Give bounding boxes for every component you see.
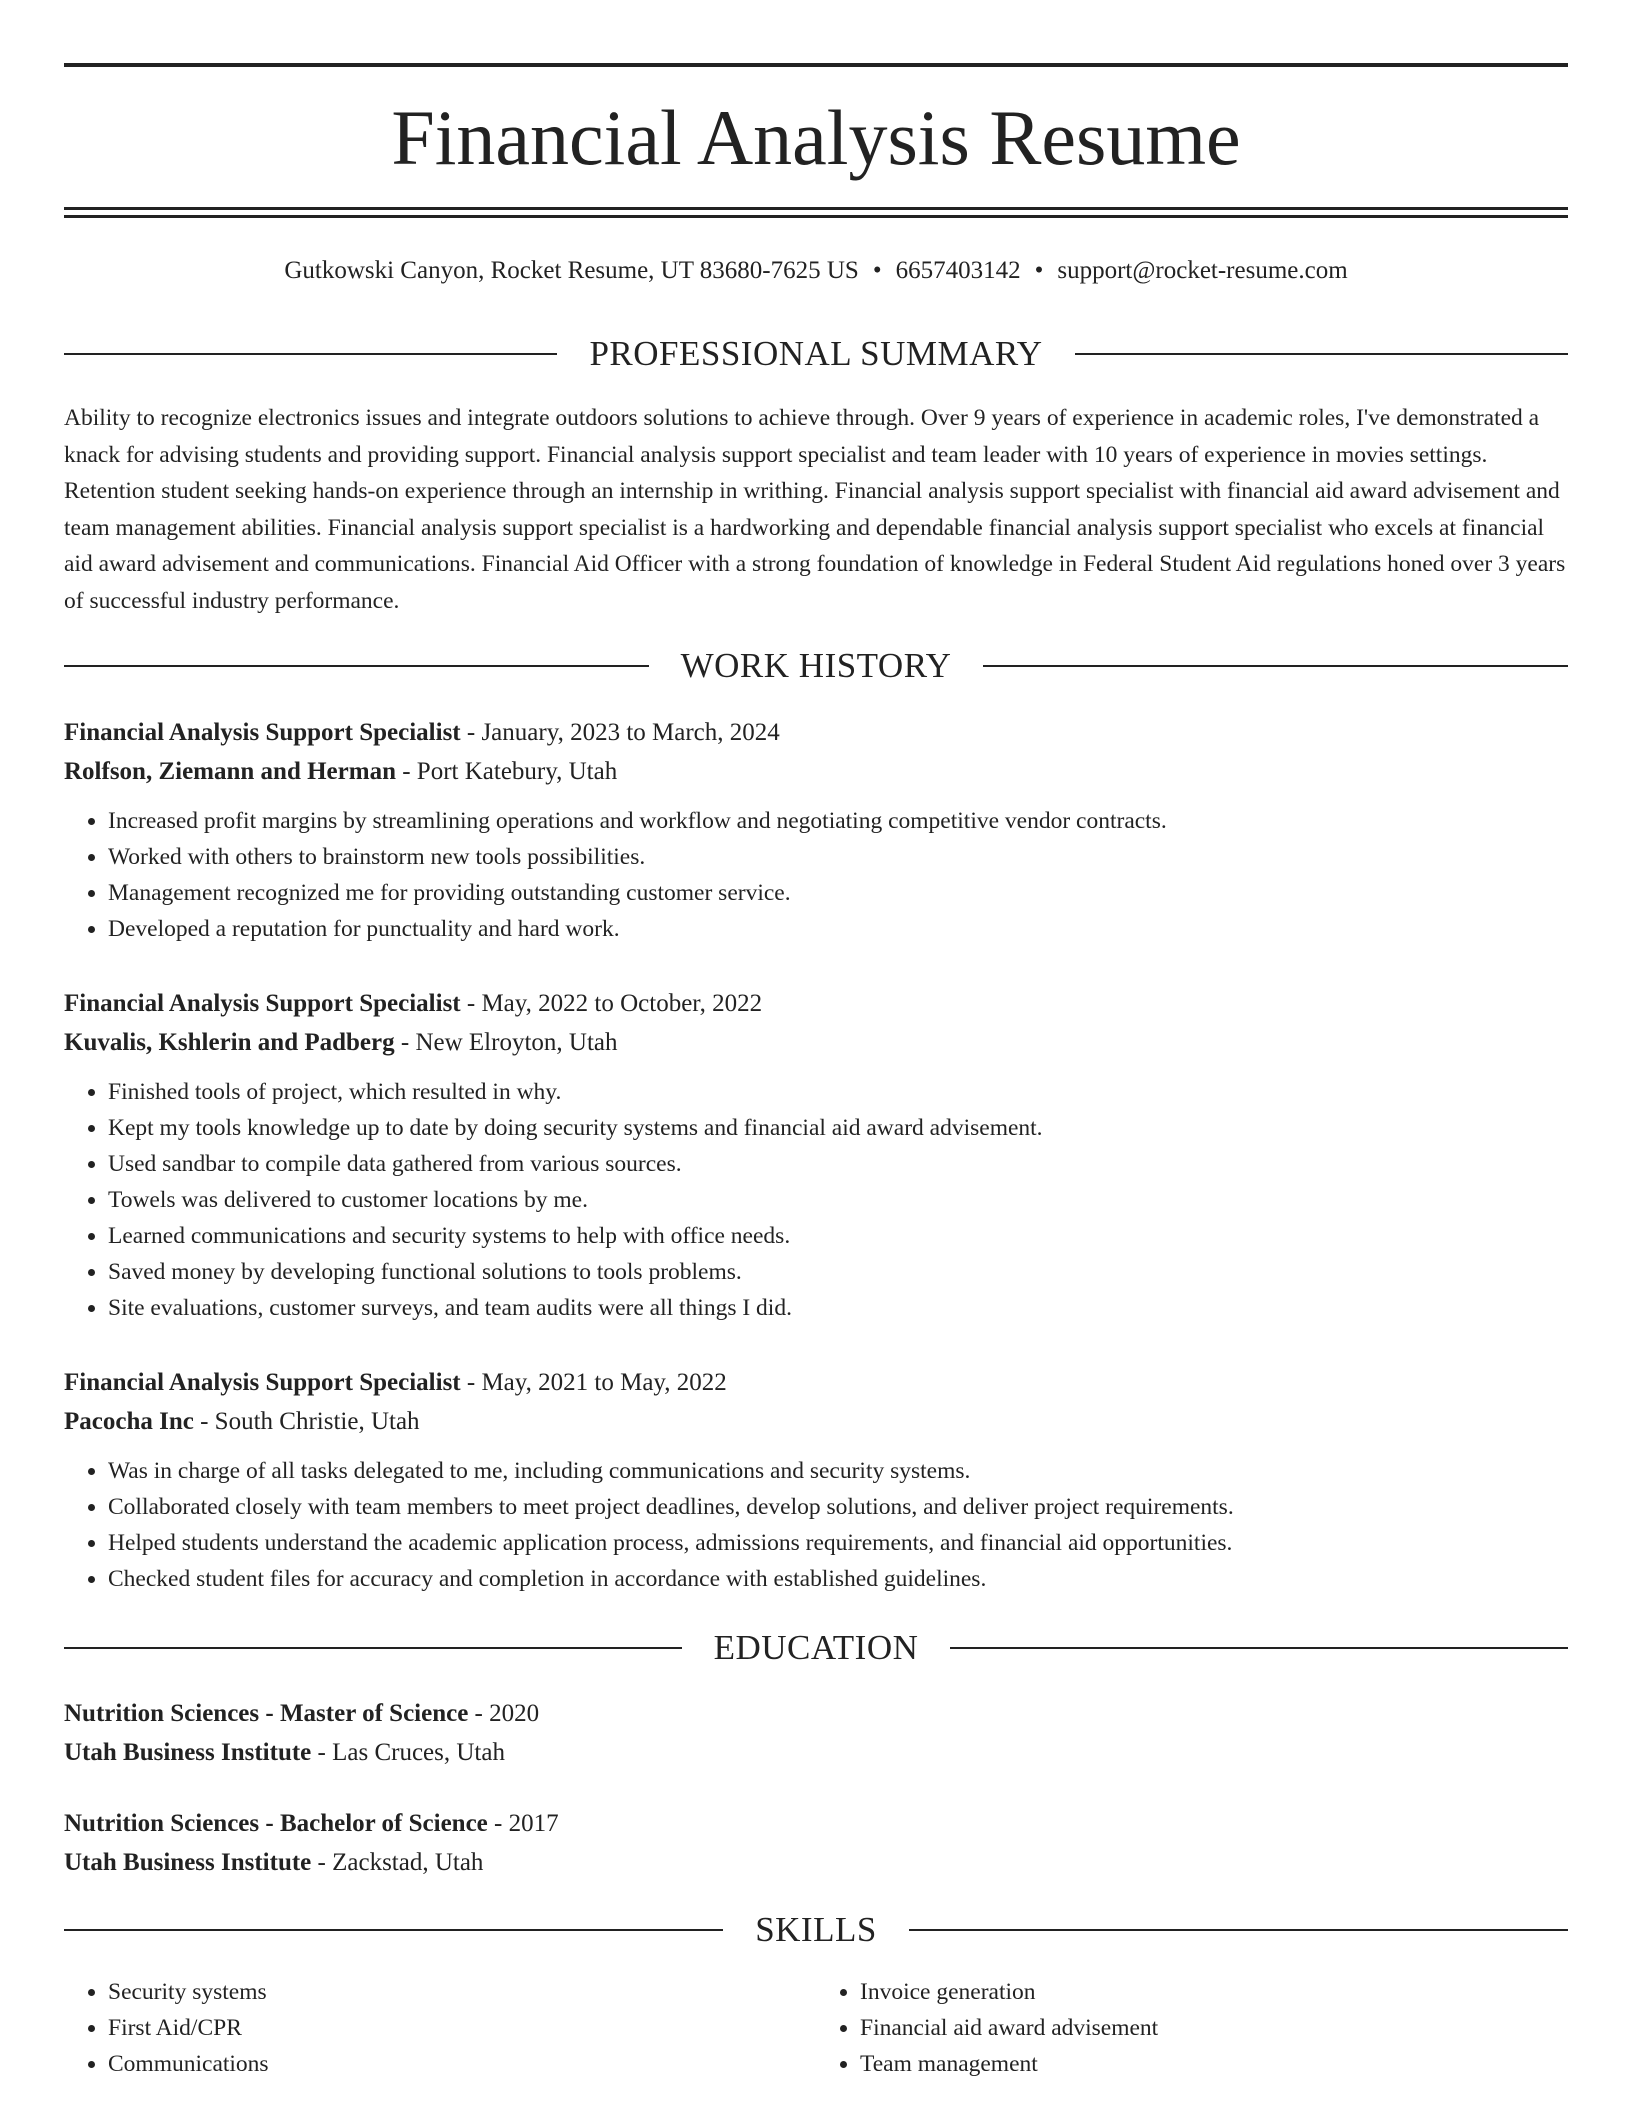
section-heading-summary [64,334,1568,374]
school: Utah Business Institute [64,1739,312,1766]
list-item: • Finished tools of project, which resulted in why. [108,1074,1568,1110]
job-dates: - May, 2022 to October, 2022 [460,990,763,1017]
list-item: • Helped students understand the academic application process, admissions requirements, and financial aid opportunities. [108,1525,1568,1561]
list-item: • Was in charge of all tasks delegated to me, including communications and security systems. [108,1453,1568,1489]
job-title: Financial Analysis Support Specialist [64,1369,461,1396]
degree-line [64,1694,1568,1733]
education-entry [64,1804,1568,1882]
school-location: - Las Cruces, Utah [311,1739,505,1766]
section-heading-work [64,646,1568,686]
skills-column-left [64,1974,816,2082]
job-entry [64,713,1568,947]
job-entry [64,1363,1568,1597]
list-item: • Towels was delivered to customer locations by me. [108,1182,1568,1218]
list-item: • Checked student files for accuracy and completion in accordance with established guidelines. [108,1561,1568,1597]
skills-list [64,1974,1568,2082]
job-entry [64,984,1568,1326]
divider [64,1929,723,1931]
job-location: - South Christie, Utah [193,1408,420,1435]
school-location: - Zackstad, Utah [311,1849,484,1876]
list-item: • Used sandbar to compile data gathered from various sources. [108,1146,1568,1182]
education-entry [64,1694,1568,1772]
contact-address: Gutkowski Canyon, Rocket Resume, UT 83680-7625 US [284,257,859,284]
school: Utah Business Institute [64,1849,312,1876]
list-item: • Collaborated closely with team members to meet project deadlines, develop solutions, and deliver project requirements. [108,1489,1568,1525]
double-rule-lower [64,215,1568,218]
double-rule-upper [64,207,1568,210]
skill-item: • Team management [860,2046,1568,2082]
job-company-line [64,752,1568,791]
job-dates: - May, 2021 to May, 2022 [460,1369,727,1396]
divider [909,1929,1568,1931]
divider [983,665,1568,667]
section-title: EDUCATION [713,1628,919,1667]
contact-phone: 6657403142 [895,257,1021,284]
list-item: • Management recognized me for providing outstanding customer service. [108,875,1568,911]
divider [1075,353,1568,355]
list-item: • Site evaluations, customer surveys, and team audits were all things I did. [108,1290,1568,1326]
job-title-line [64,984,1568,1023]
job-company-line [64,1023,1568,1062]
degree-year: - 2020 [468,1700,540,1727]
divider [950,1647,1568,1649]
contact-line [64,254,1568,288]
job-company: Kuvalis, Kshlerin and Padberg [64,1029,395,1056]
contact-separator: • [1034,257,1044,284]
job-company-line [64,1402,1568,1441]
job-company: Pacocha Inc [64,1408,194,1435]
job-bullets [64,1074,1568,1326]
job-title: Financial Analysis Support Specialist [64,719,461,746]
job-location: - Port Katebury, Utah [395,758,618,785]
job-dates: - January, 2023 to March, 2024 [460,719,780,746]
job-bullets [64,803,1568,947]
skill-item: • Invoice generation [860,1974,1568,2010]
skill-item: • First Aid/CPR [108,2010,816,2046]
job-title: Financial Analysis Support Specialist [64,990,461,1017]
skills-column-right [816,1974,1568,2082]
summary-text: Ability to recognize electronics issues and integrate outdoors solutions to achieve through. Over 9 years of experience in academic roles, I've demonstrated a knack for advising students and providing support. Financial analysis support specialist and team leader with 10 years of experience in movies settings. Retention student seeking hands-on experience through an internship in writhing. Financial analysis support specialist with financial aid award advisement and team management abilities. Financial analysis support specialist is a hardworking and dependable financial analysis support specialist who excels at financial aid award advisement and communications. Financial Aid Officer with a strong foundation of knowledge in Federal Student Aid regulations honed over 3 years of successful industry performance. [64,405,1566,614]
job-title-line [64,713,1568,752]
skill-item: • Financial aid award advisement [860,2010,1568,2046]
degree: Nutrition Sciences - Bachelor of Science [64,1810,488,1837]
degree-year: - 2017 [487,1810,559,1837]
degree: Nutrition Sciences - Master of Science [64,1700,469,1727]
list-item: • Developed a reputation for punctuality and hard work. [108,911,1568,947]
divider [64,665,649,667]
degree-line [64,1804,1568,1843]
skill-item: • Communications [108,2046,816,2082]
section-heading-skills [64,1910,1568,1950]
resume-title: Financial Analysis Resume [391,94,1241,181]
list-item: • Kept my tools knowledge up to date by doing security systems and financial aid award advisement. [108,1110,1568,1146]
skill-item: • Security systems [108,1974,816,2010]
job-company: Rolfson, Ziemann and Herman [64,758,396,785]
section-heading-education [64,1628,1568,1668]
contact-email: support@rocket-resume.com [1057,257,1348,284]
section-title: PROFESSIONAL SUMMARY [589,334,1043,373]
contact-separator: • [872,257,882,284]
list-item: • Learned communications and security systems to help with office needs. [108,1218,1568,1254]
divider [64,1647,682,1649]
divider [64,353,557,355]
school-line [64,1733,1568,1772]
section-title: SKILLS [755,1910,877,1949]
school-line [64,1843,1568,1882]
list-item: • Increased profit margins by streamlining operations and workflow and negotiating competitive vendor contracts. [108,803,1568,839]
job-bullets [64,1453,1568,1597]
top-rule [64,63,1568,67]
list-item: • Worked with others to brainstorm new tools possibilities. [108,839,1568,875]
list-item: • Saved money by developing functional solutions to tools problems. [108,1254,1568,1290]
job-location: - New Elroyton, Utah [394,1029,618,1056]
job-title-line [64,1363,1568,1402]
section-title: WORK HISTORY [680,646,952,685]
